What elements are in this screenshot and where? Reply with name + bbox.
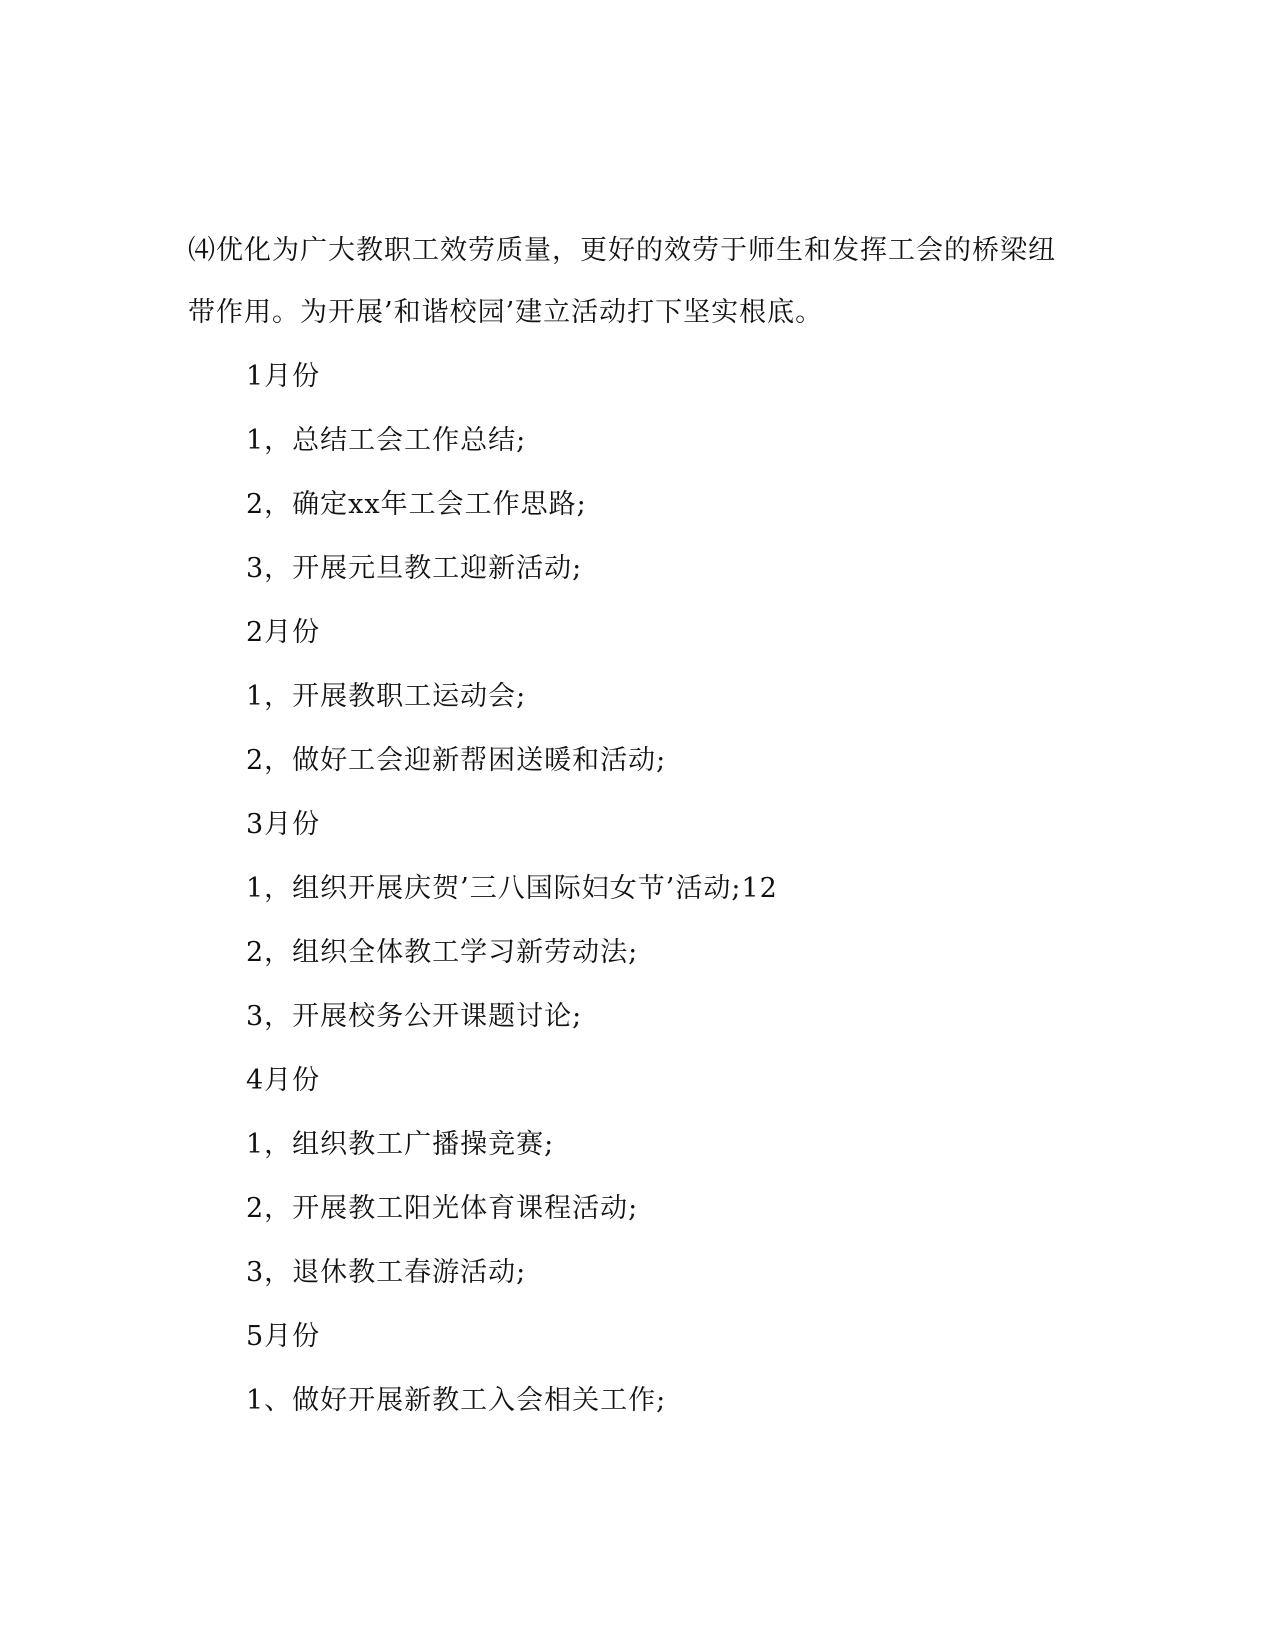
month-heading: 1月份: [246, 361, 321, 392]
month-heading: 5月份: [246, 1321, 321, 1352]
month-heading: 4月份: [246, 1065, 321, 1096]
monthly-plan-list: [246, 345, 778, 1433]
plan-item: 3，开展校务公开课题讨论;: [246, 1001, 583, 1032]
plan-item: 1，组织开展庆贺’三八国际妇女节’活动;12: [246, 873, 778, 904]
plan-item: 1、做好开展新教工入会相关工作;: [246, 1385, 667, 1416]
plan-item: 2，确定xx年工会工作思路;: [246, 489, 587, 520]
month-heading: 2月份: [246, 617, 321, 648]
plan-item: 3，退休教工春游活动;: [246, 1257, 527, 1288]
plan-item: 2，组织全体教工学习新劳动法;: [246, 937, 639, 968]
plan-item: 2，做好工会迎新帮困送暖和活动;: [246, 745, 667, 776]
plan-item: 1，开展教职工运动会;: [246, 681, 527, 712]
plan-item: 2，开展教工阳光体育课程活动;: [246, 1193, 639, 1224]
month-heading: 3月份: [246, 809, 321, 840]
intro-paragraph: ⑷优化为广大教职工效劳质量，更好的效劳于师生和发挥工会的桥梁纽带作用。为开展’和谐校园’建立活动打下坚实根底。: [188, 235, 1056, 328]
plan-item: 1，总结工会工作总结;: [246, 425, 527, 456]
plan-item: 3，开展元旦教工迎新活动;: [246, 553, 583, 584]
plan-item: 1，组织教工广播操竞赛;: [246, 1129, 555, 1160]
